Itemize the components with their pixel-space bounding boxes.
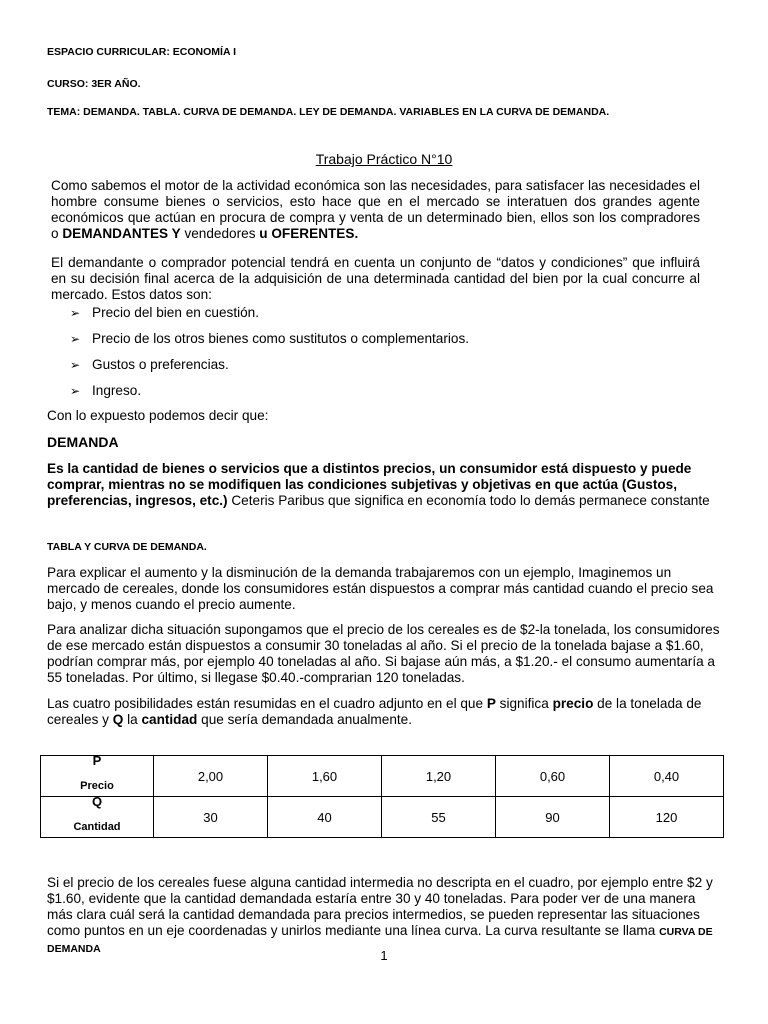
bullet-item	[70, 383, 141, 399]
cuadro-paragraph	[47, 696, 727, 728]
precio-term: precio	[552, 696, 594, 711]
arrow-bullet-icon: ➢	[70, 384, 81, 398]
cuadro-text-1: Las cuatro posibilidades están resumidas en el cuadro adjunto en el que	[47, 696, 487, 711]
tabla-curva-heading: TABLA Y CURVA DE DEMANDA.	[47, 541, 207, 553]
table-row-precio	[41, 756, 724, 797]
cuadro-text-3: de la tonelada de cereales y	[47, 696, 702, 727]
definition-bold: Es la cantidad de bienes o servicios que a distintos precios, un consumidor está dispuesto y puede comprar, mientras no se modifiquen las condiciones subjetivas y objetivas en que actúa (Gustos, preferencias, ingresos, etc.)	[47, 461, 692, 508]
table-cell: 55	[382, 797, 496, 838]
header-curso: CURSO: 3ER AÑO.	[47, 78, 141, 90]
demandantes-term: DEMANDANTES Y	[62, 226, 181, 241]
intro-text: Como sabemos el motor de la actividad económica son las necesidades, para satisfacer las necesidades el hombre consume bienes o servicios, esto hace que en el mercado se interatuen dos grandes agente económicos que actúan en procura de compra y venta de un determinado bien, ellos son los compradores o	[51, 178, 700, 241]
bullet-text: Gustos o preferencias.	[92, 357, 229, 372]
header-espacio-curricular: ESPACIO CURRICULAR: ECONOMÍA I	[47, 46, 236, 58]
table-header-cantidad	[41, 793, 154, 838]
table-cell: 0,40	[610, 756, 724, 797]
conclusion-line: Con lo expuesto podemos decir que:	[47, 408, 269, 423]
vendedores-text: vendedores	[180, 226, 260, 241]
bullet-text: Precio de los otros bienes como sustitutos o complementarios.	[92, 331, 470, 346]
bullet-text: Ingreso.	[92, 383, 142, 398]
table-cell: 90	[496, 797, 610, 838]
analisis-paragraph: Para analizar dicha situación supongamos que el precio de los cereales es de $2-la tonelada, los consumidores de ese mercado están dispuestos a consumir 30 toneladas al año. Si el precio de la tonelada bajase a $1.60, podrían comprar más, por ejemplo 40 toneladas al año. Si bajase aún más, a $1.20.- el consumo aumentaría a 55 toneladas. Por último, si llegase $0.40.-comprarian 120 toneladas.	[47, 622, 720, 685]
datos-paragraph: El demandante o comprador potencial tendrá en cuenta un conjunto de “datos y condiciones” que influirá en su decisión final acerca de la adquisición de una determinada cantidad del bien por la cual concurre al mercado. Estos datos son:	[51, 255, 700, 302]
arrow-bullet-icon: ➢	[70, 358, 81, 372]
intro-paragraph	[51, 178, 700, 242]
definition-rest: Ceteris Paribus que significa en economía todo lo demás permanece constante	[227, 493, 710, 508]
cantidad-symbol: Q	[91, 793, 103, 809]
cuadro-text-4: la	[123, 712, 142, 727]
cuadro-text-2: significa	[495, 696, 553, 711]
header-tema: TEMA: DEMANDA. TABLA. CURVA DE DEMANDA. LEY DE DEMANDA. VARIABLES EN LA CURVA DE DEMANDA.	[47, 106, 610, 118]
arrow-bullet-icon: ➢	[70, 306, 81, 320]
oferentes-term: u OFERENTES.	[259, 226, 359, 241]
precio-symbol: P	[92, 752, 102, 768]
table-cell: 2,00	[154, 756, 268, 797]
curva-paragraph	[47, 875, 717, 957]
demanda-heading: DEMANDA	[47, 434, 119, 450]
page-title	[0, 151, 768, 167]
bullet-item	[70, 357, 229, 373]
table-cell: 120	[610, 797, 724, 838]
table-row-cantidad	[41, 797, 724, 838]
bullet-item	[70, 305, 259, 321]
cantidad-term: cantidad	[141, 712, 198, 727]
arrow-bullet-icon: ➢	[70, 332, 81, 346]
precio-label: Precio	[80, 779, 114, 792]
demanda-definition	[47, 461, 727, 509]
cuadro-text-5: que sería demandada anualmente.	[197, 712, 412, 727]
table-cell: 1,20	[382, 756, 496, 797]
page-number: 1	[380, 948, 388, 963]
q-symbol: Q	[112, 712, 124, 727]
p-symbol: P	[486, 696, 496, 711]
table-cell: 30	[154, 797, 268, 838]
bullet-text: Precio del bien en cuestión.	[92, 305, 260, 320]
table-header-precio	[41, 752, 154, 797]
cantidad-label: Cantidad	[73, 820, 121, 833]
bullet-item	[70, 331, 469, 347]
ejemplo-paragraph: Para explicar el aumento y la disminución de la demanda trabajaremos con un ejemplo, Imaginemos un mercado de cereales, donde los consumidores están dispuestos a comprar más cantidad cuando el precio sea bajo, y menos cuando el precio aumente.	[47, 565, 714, 612]
table-cell: 0,60	[496, 756, 610, 797]
page-title-text: Trabajo Práctico N°10	[315, 151, 453, 167]
curva-de-demanda-term: CURVA DE DEMANDA	[47, 926, 713, 955]
table-cell: 40	[268, 797, 382, 838]
curva-text: Si el precio de los cereales fuese alguna cantidad intermedia no descripta en el cuadro, por ejemplo entre $2 y $1.60, evidente que la cantidad demandada estaría entre 30 y 40 toneladas. Para poder ver de una manera más clara cuál será la cantidad demandada para precios intermedios, se pueden representar las situaciones como puntos en un eje coordenadas y unirlos mediante una línea curva. La curva resultante se llama	[47, 875, 713, 938]
table-cell: 1,60	[268, 756, 382, 797]
demand-table	[40, 752, 724, 838]
